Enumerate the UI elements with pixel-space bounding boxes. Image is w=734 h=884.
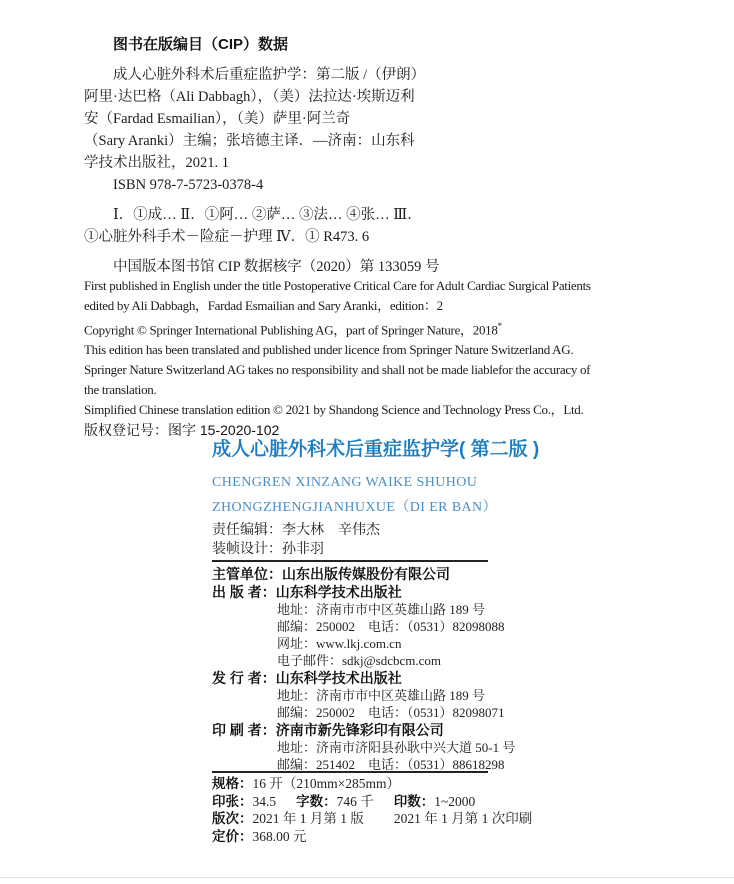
copyright-line: This edition has been translated and published under licence from Springer Nature Switzerland AG.	[84, 342, 574, 358]
credit-value: 李大林 辛伟杰	[282, 523, 380, 538]
spec-label: 定价：	[212, 828, 253, 844]
spec-value: 16 开（210mm×285mm）	[252, 776, 400, 791]
spec-value: 368.00 元	[252, 828, 307, 844]
publisher-row-distributor	[212, 669, 692, 687]
publisher-value: 山东出版传媒股份有限公司	[282, 566, 450, 582]
cip-classification-line: ①心脏外科手术－险症－护理 Ⅳ．① R473. 6	[84, 229, 370, 245]
spec-row-price	[212, 828, 692, 846]
divider-rule-top	[212, 560, 488, 562]
spec-row-edition	[212, 810, 692, 828]
copyright-line-text: Copyright © Springer International Publishing AG，part of Springer Nature，2018	[84, 322, 498, 338]
credit-row-designer	[212, 540, 380, 559]
spec-label: 版次：	[212, 811, 253, 826]
publisher-label: 主管单位：	[212, 566, 282, 582]
publisher-label: 印 刷 者：	[212, 722, 276, 738]
copyright-asterisk: *	[497, 321, 502, 331]
book-title-pinyin-line1: CHENGREN XINZANG WAIKE SHUHOU	[212, 475, 478, 490]
spec-value: 2021 年 1 月第 1 版	[252, 811, 364, 826]
publisher-postcode-phone-line: 邮编：250002 电话：（0531）82098088	[277, 619, 505, 634]
cip-description-line: （Sary Aranki）主编；张培德主译．—济南：山东科	[84, 133, 415, 149]
credit-label: 责任编辑：	[212, 523, 282, 538]
printer-address-line: 地址：济南市济阳县孙耿中兴大道 50-1 号	[277, 740, 516, 755]
page-bottom-edge	[0, 877, 734, 878]
printer-postcode-phone-line: 邮编：251402 电话：（0531）88618298	[277, 757, 505, 772]
spec-value: 746 千	[336, 793, 374, 809]
publishing-block	[212, 565, 692, 773]
title-block	[212, 438, 672, 520]
publisher-email-line: 电子邮件：sdkj@sdcbcm.com	[277, 653, 441, 668]
cip-description-line: 安（Fardad Esmailian），（美）萨里·阿兰奇	[84, 111, 351, 127]
spec-value: 34.5	[252, 793, 277, 809]
publisher-value: 山东科学技术出版社	[275, 584, 402, 600]
cip-description-line: 学技术出版社，2021. 1	[84, 155, 229, 171]
book-title: 成人心脏外科术后重症监护学( 第二版 )	[212, 439, 540, 460]
cip-block	[84, 34, 659, 278]
publisher-address-line: 地址：济南市市中区英雄山路 189 号	[277, 602, 486, 617]
spec-value: 2021 年 1 月第 1 次印刷	[393, 811, 533, 826]
cip-description-line: 阿里·达巴格（Ali Dabbagh），（美）法拉达·埃斯迈利	[84, 89, 415, 105]
cip-heading: 图书在版编目（CIP）数据	[113, 36, 289, 53]
copyright-line: First published in English under the title Postoperative Critical Care for Adult Cardiac Surgical Patients	[84, 278, 591, 293]
credit-label: 装帧设计：	[212, 542, 282, 557]
publisher-row-publisher	[212, 583, 692, 601]
publisher-row-supervisor	[212, 565, 692, 583]
copyright-line: the translation.	[84, 382, 157, 398]
cip-description-line: 成人心脏外科术后重症监护学：第二版 /（伊朗）	[113, 67, 426, 83]
spec-row-sheets-words-copies	[212, 793, 692, 811]
publisher-value: 济南市新先锋彩印有限公司	[275, 722, 444, 738]
book-title-pinyin-line2: ZHONGZHENGJIANHUXUE（DI ER BAN）	[212, 500, 497, 515]
cip-classification	[84, 204, 659, 248]
spec-row-format	[212, 775, 692, 793]
spec-label: 字数：	[296, 793, 337, 809]
credit-value: 孙非羽	[282, 542, 324, 557]
copyright-line: Springer Nature Switzerland AG takes no responsibility and shall not be made liablefor the accuracy of	[84, 362, 591, 378]
spec-value: 1~2000	[434, 793, 476, 809]
copyright-registration-number: 版权登记号：图字 15-2020-102	[84, 422, 280, 439]
distributor-address-line: 地址：济南市市中区英雄山路 189 号	[277, 688, 486, 703]
publisher-row-printer	[212, 721, 692, 739]
publisher-value: 山东科学技术出版社	[275, 670, 402, 686]
isbn-line: ISBN 978-7-5723-0378-4	[113, 177, 264, 193]
cip-classification-line: Ⅰ．①成… Ⅱ．①阿… ②萨… ③法… ④张… Ⅲ．	[113, 207, 422, 223]
cip-description	[84, 64, 659, 196]
specs-block	[212, 775, 692, 845]
publisher-website-line: 网址：www.lkj.com.cn	[277, 636, 402, 651]
spec-label: 规格：	[212, 776, 253, 791]
copyright-line	[84, 316, 684, 340]
spec-label: 印数：	[393, 793, 435, 809]
copyright-line: edited by Ali Dabbagh，Fardad Esmailian and Sary Aranki，edition：2	[84, 298, 443, 313]
cip-record-number: 中国版本图书馆 CIP 数据核字（2020）第 133059 号	[113, 259, 440, 275]
copyright-block	[84, 276, 684, 440]
publisher-label: 发 行 者：	[212, 670, 276, 686]
publisher-label: 出 版 者：	[212, 584, 276, 600]
spec-label: 印张：	[212, 793, 253, 809]
credit-row-editor	[212, 521, 380, 540]
distributor-postcode-phone-line: 邮编：250002 电话：（0531）82098071	[277, 705, 505, 720]
divider-rule-bottom	[212, 771, 488, 773]
credits-block	[212, 521, 380, 559]
copyright-line: Simplified Chinese translation edition © 2021 by Shandong Science and Technology Press Co.，Ltd.	[84, 402, 584, 418]
